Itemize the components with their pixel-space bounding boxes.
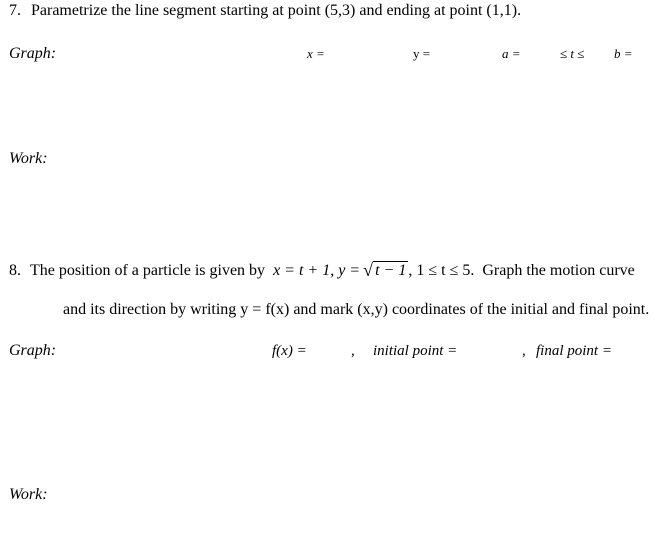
q7-y-equation: y = bbox=[413, 46, 431, 61]
q8-x-equation: x = t + 1, bbox=[273, 262, 335, 279]
q8-final-point: final point = bbox=[536, 343, 612, 359]
q7-graph-label: Graph: bbox=[9, 45, 57, 62]
question-8-number: 8. bbox=[9, 262, 21, 279]
q7-t-range: ≤ t ≤ bbox=[560, 46, 585, 61]
q7-x-equation: x = bbox=[307, 46, 325, 61]
q7-a-equation: a = bbox=[502, 46, 521, 61]
q8-fx-equation: f(x) = bbox=[272, 343, 307, 359]
q8-initial-point: initial point = bbox=[373, 343, 458, 359]
q7-work-label: Work: bbox=[9, 150, 48, 167]
q8-comma-2: , bbox=[522, 343, 526, 359]
q8-comma-1: , bbox=[351, 343, 355, 359]
q8-work-label: Work: bbox=[9, 486, 48, 503]
q7-b-equation: b = bbox=[614, 46, 633, 61]
question-8 bbox=[9, 262, 635, 280]
q8-sqrt-expression bbox=[364, 262, 408, 280]
q8-y-equation: y = bbox=[338, 262, 361, 279]
q8-t-range: , 1 ≤ t ≤ 5. bbox=[408, 262, 475, 279]
question-7-number: 7. bbox=[9, 2, 21, 19]
question-8-text-pre: The position of a particle is given by bbox=[30, 262, 266, 279]
q8-radicand: t − 1 bbox=[375, 262, 407, 279]
question-8-text-post: Graph the motion curve bbox=[482, 262, 635, 279]
q8-graph-label: Graph: bbox=[9, 342, 57, 359]
question-7 bbox=[9, 2, 521, 20]
question-8-line-2: and its direction by writing y = f(x) and mark (x,y) coordinates of the initial and final point. bbox=[63, 301, 650, 318]
question-7-text: Parametrize the line segment starting at point (5,3) and ending at point (1,1). bbox=[31, 2, 522, 19]
